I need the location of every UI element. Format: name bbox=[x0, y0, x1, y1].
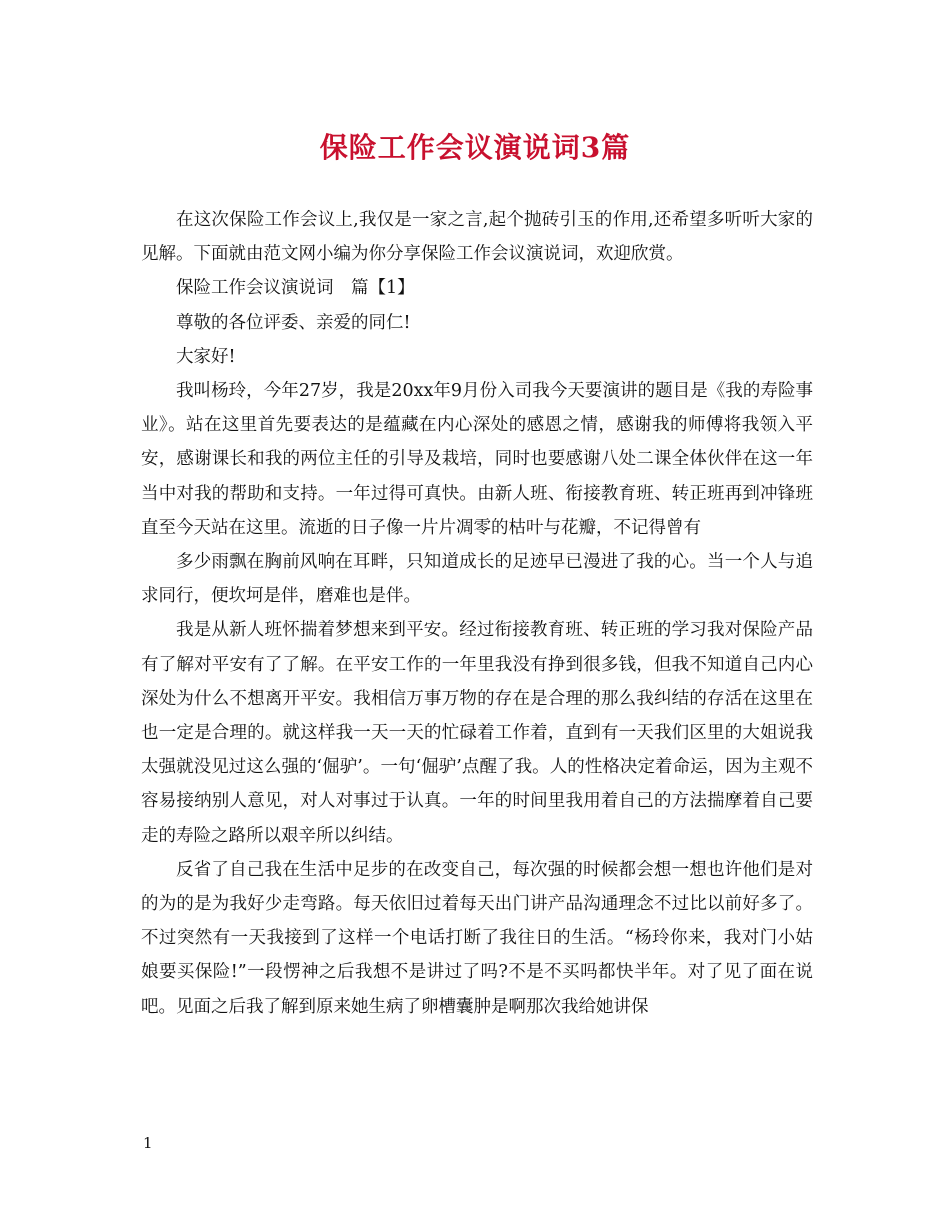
paragraph-intro: 在这次保险工作会议上,我仅是一家之言,起个抛砖引玉的作用,还希望多听听大家的见解。下面就由范文网小编为你分享保险工作会议演说词，欢迎欣赏。 bbox=[141, 210, 813, 265]
paragraph: 我叫杨玲，今年27岁，我是20xx年9月份入司我今天要演讲的题目是《我的寿险事业》。站在这里首先要表达的是蕴藏在内心深处的感恩之情，感谢我的师傅将我领入平安，感谢课长和我的两位主任的引导及栽培，同时也要感谢八处二课全体伙伴在这一年当中对我的帮助和支持。一年过得可真快。由新人班、衔接教育班、转正班再到冲锋班直至今天站在这里。流逝的日子像一片片凋零的枯叶与花瓣，不记得曾有 bbox=[141, 381, 813, 538]
paragraph-greeting: 大家好! bbox=[176, 346, 236, 367]
paragraph: 多少雨飘在胸前风响在耳畔，只知道成长的足迹早已漫进了我的心。当一个人与追求同行，便坎坷是伴，磨难也是伴。 bbox=[141, 552, 813, 607]
paragraph-salutation: 尊敬的各位评委、亲爱的同仁! bbox=[176, 312, 411, 333]
document-body bbox=[141, 203, 813, 1024]
page-title: 保险工作会议演说词3篇 bbox=[319, 131, 631, 164]
paragraph: 我是从新人班怀揣着梦想来到平安。经过衔接教育班、转正班的学习我对保险产品有了解对平安有了了解。在平安工作的一年里我没有挣到很多钱，但我不知道自己内心深处为什么不想离开平安。我相信万事万物的存在是合理的那么我纠结的存活在这里在也一定是合理的。就这样我一天一天的忙碌着工作着，直到有一天我们区里的大姐说我太强就没见过这么强的‘倔驴’。一句‘倔驴’点醒了我。人的性格决定着命运，因为主观不容易接纳别人意见，对人对事过于认真。一年的时间里我用着自己的方法揣摩着自己要走的寿险之路所以艰辛所以纠结。 bbox=[141, 620, 813, 846]
section-heading: 保险工作会议演说词 篇【1】 bbox=[176, 278, 415, 299]
page-number: 1 bbox=[143, 1134, 153, 1152]
paragraph: 反省了自己我在生活中足步的在改变自己，每次强的时候都会想一想也许他们是对的为的是为我好少走弯路。每天依旧过着每天出门讲产品沟通理念不过比以前好多了。不过突然有一天我接到了这样一个电话打断了我往日的生活。“杨玲你来，我对门小姑娘要买保险!”一段愣神之后我想不是讲过了吗?不是不买吗都快半年。对了见了面在说吧。见面之后我了解到原来她生病了卵槽囊肿是啊那次我给她讲保 bbox=[141, 859, 813, 1017]
